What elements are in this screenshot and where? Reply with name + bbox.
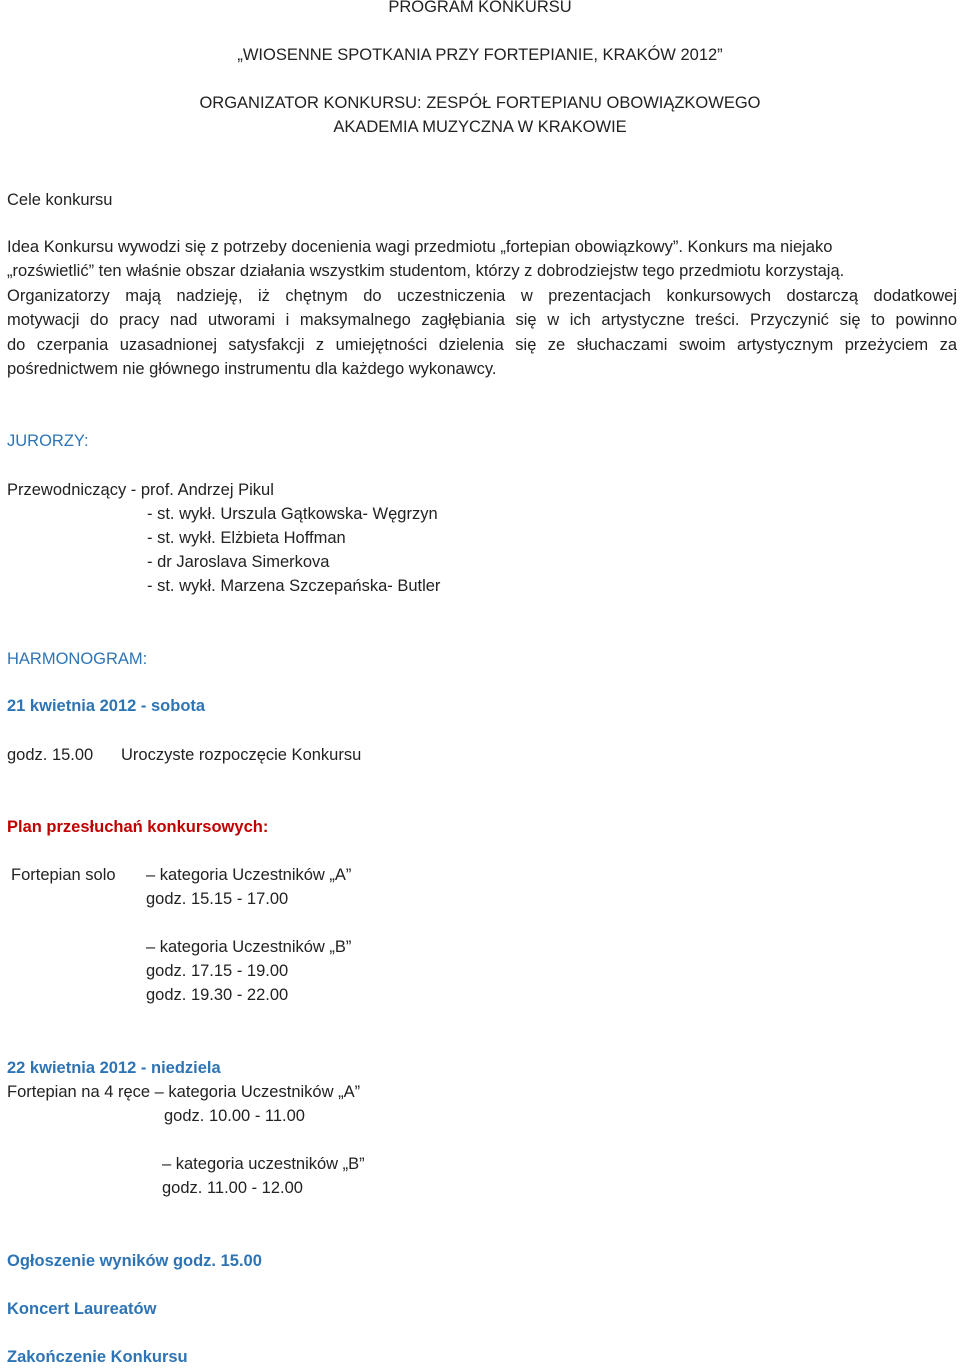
goals-line: Idea Konkursu wywodzi się z potrzeby docenienia wagi przedmiotu „fortepian obowiązkowy”. Konkurs ma niejako — [7, 238, 833, 256]
jury-member: - st. wykł. Urszula Gątkowska- Węgrzyn — [147, 505, 438, 523]
solo-label: Fortepian solo — [11, 866, 116, 884]
results-announcement: Ogłoszenie wyników godz. 15.00 — [7, 1252, 262, 1270]
solo-category-a-time: godz. 15.15 - 17.00 — [146, 890, 289, 908]
page-title: PROGRAM KONKURSU — [388, 0, 572, 16]
goals-heading: Cele konkursu — [7, 191, 113, 209]
solo-category-b-time-1: godz. 17.15 - 19.00 — [146, 962, 289, 980]
goals-line: motywacji do pracy nad utworami i maksymalnego zagłębiania się w ich artystyczne treści. Przyczynić się to powinno — [7, 311, 957, 329]
closing-ceremony: Zakończenie Konkursu — [7, 1348, 188, 1366]
goals-line: Organizatorzy mają nadzieję, iż chętnym do uczestniczenia w prezentacjach konkursowych dostarczą dodatkowej — [7, 287, 957, 305]
goals-line: do czerpania uzasadnionej satysfakcji z umiejętności dzielenia się ze słuchaczami swoim artystycznym przeżyciem za — [7, 336, 957, 354]
organizer-line-1: ORGANIZATOR KONKURSU: ZESPÓŁ FORTEPIANU OBOWIĄZKOWEGO — [199, 94, 761, 112]
plan-heading: Plan przesłuchań konkursowych: — [7, 818, 269, 836]
schedule-heading: HARMONOGRAM: — [7, 650, 148, 668]
opening-time: godz. 15.00 — [7, 746, 94, 764]
four-hands-category-a-time: godz. 10.00 - 11.00 — [164, 1107, 305, 1125]
event-title: „WIOSENNE SPOTKANIA PRZY FORTEPIANIE, KRAKÓW 2012” — [237, 46, 723, 64]
solo-category-a: – kategoria Uczestników „A” — [146, 866, 352, 884]
opening-label: Uroczyste rozpoczęcie Konkursu — [121, 746, 362, 764]
day1-date: 21 kwietnia 2012 - sobota — [7, 697, 206, 715]
goals-line: pośrednictwem nie głównego instrumentu dla każdego wykonawcy. — [7, 360, 497, 378]
organizer-line-2: AKADEMIA MUZYCZNA W KRAKOWIE — [333, 118, 627, 136]
goals-line: „rozświetlić” ten właśnie obszar działania wszystkim studentom, którzy z dobrodziejstw tego przedmiotu korzystają. — [7, 262, 845, 280]
jury-member: - st. wykł. Elżbieta Hoffman — [147, 529, 346, 547]
four-hands-category-b-time: godz. 11.00 - 12.00 — [162, 1179, 303, 1197]
laureates-concert: Koncert Laureatów — [7, 1300, 157, 1318]
day2-date: 22 kwietnia 2012 - niedziela — [7, 1059, 221, 1077]
solo-category-b: – kategoria Uczestników „B” — [146, 938, 352, 956]
jury-member: - st. wykł. Marzena Szczepańska- Butler — [147, 577, 441, 595]
solo-category-b-time-2: godz. 19.30 - 22.00 — [146, 986, 289, 1004]
four-hands-category-a: Fortepian na 4 ręce – kategoria Uczestników „A” — [7, 1083, 361, 1101]
jury-member: - dr Jaroslava Simerkova — [147, 553, 330, 571]
four-hands-category-b: – kategoria uczestników „B” — [162, 1155, 365, 1173]
jury-heading: JURORZY: — [7, 432, 89, 450]
jury-chair: Przewodniczący - prof. Andrzej Pikul — [7, 481, 274, 499]
